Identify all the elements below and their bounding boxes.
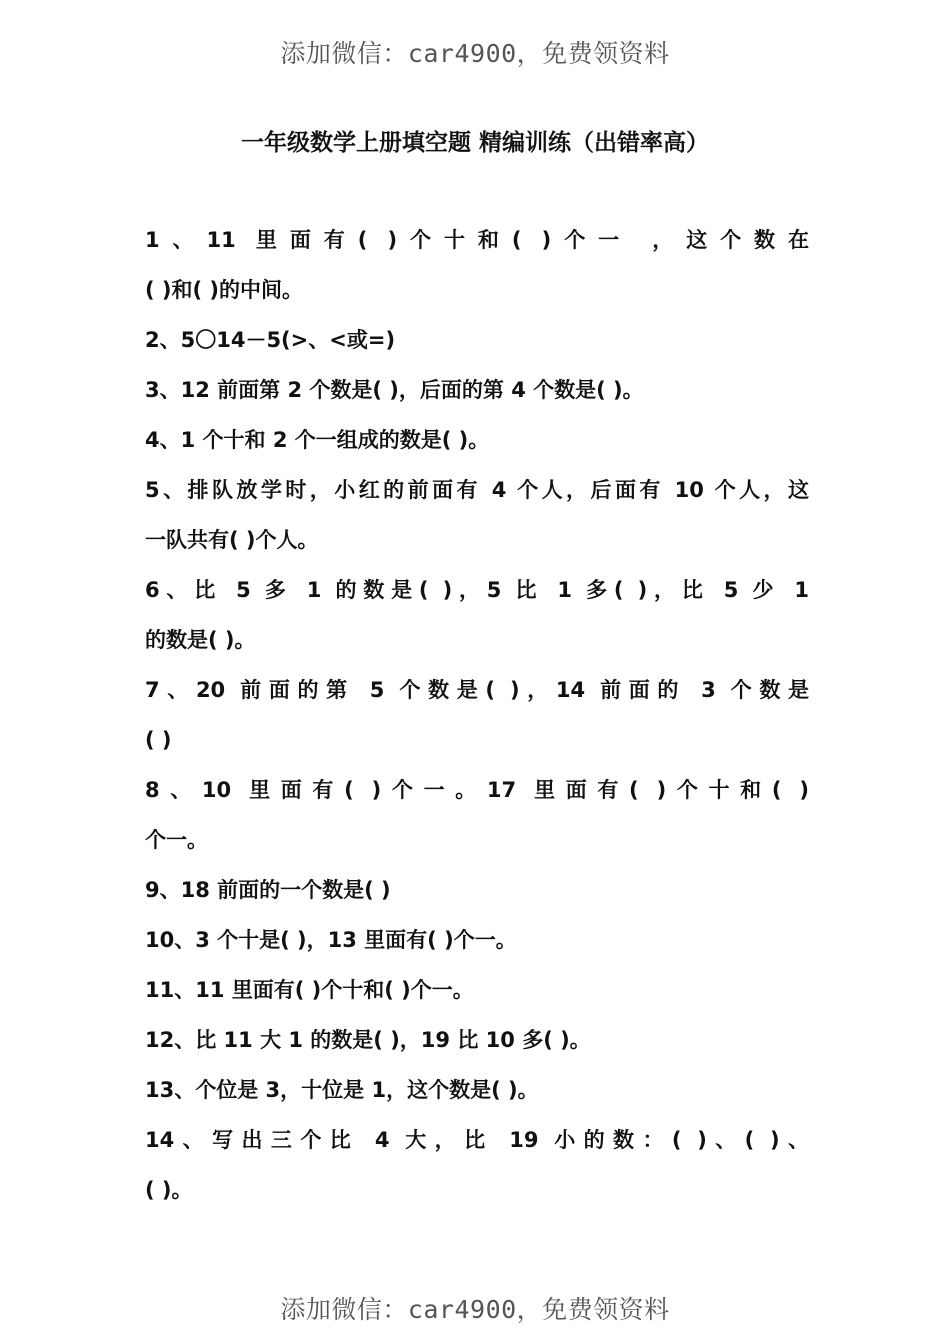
question-7-line-2: ( ) <box>145 728 172 752</box>
question-1-line-1: 1、11 里面有( )个十和( )个一 ，这个数在 <box>145 228 809 252</box>
question-5-line-2: 一队共有( )个人。 <box>145 528 319 552</box>
page-title: 一年级数学上册填空题 精编训练（出错率高） <box>240 130 709 156</box>
question-10: 10、3 个十是( )，13 里面有( )个一。 <box>145 928 517 952</box>
question-13: 13、个位是 3，十位是 1，这个数是( )。 <box>145 1078 539 1102</box>
watermark-top: 添加微信：car4900，免费领资料 <box>280 39 670 68</box>
question-8-line-1: 8、10 里面有( )个一。17 里面有( )个十和( ) <box>145 778 809 802</box>
question-4: 4、1 个十和 2 个一组成的数是( )。 <box>145 428 490 452</box>
question-9: 9、18 前面的一个数是( ) <box>145 878 391 902</box>
question-8-line-2: 个一。 <box>145 828 208 852</box>
question-1-line-2: ( )和( )的中间。 <box>145 278 304 302</box>
question-list <box>145 218 809 1218</box>
question-12: 12、比 11 大 1 的数是( )，19 比 10 多( )。 <box>145 1028 591 1052</box>
question-3: 3、12 前面第 2 个数是( )，后面的第 4 个数是( )。 <box>145 378 644 402</box>
question-7-line-1: 7、20 前面的第 5 个数是( )，14 前面的 3 个数是 <box>145 678 809 702</box>
question-2: 2、5〇14－5(>、<或=) <box>145 328 396 352</box>
watermark-bottom: 添加微信：car4900，免费领资料 <box>280 1295 670 1324</box>
question-5-line-1: 5、排队放学时，小红的前面有 4 个人，后面有 10 个人，这 <box>145 478 809 502</box>
question-11: 11、11 里面有( )个十和( )个一。 <box>145 978 474 1002</box>
question-14-line-2: ( )。 <box>145 1178 193 1202</box>
question-6-line-1: 6、比 5 多 1 的数是( )，5 比 1 多( )，比 5 少 1 <box>145 578 809 602</box>
question-14-line-1: 14、写出三个比 4 大，比 19 小的数：( )、( )、 <box>145 1128 809 1152</box>
question-6-line-2: 的数是( )。 <box>145 628 256 652</box>
